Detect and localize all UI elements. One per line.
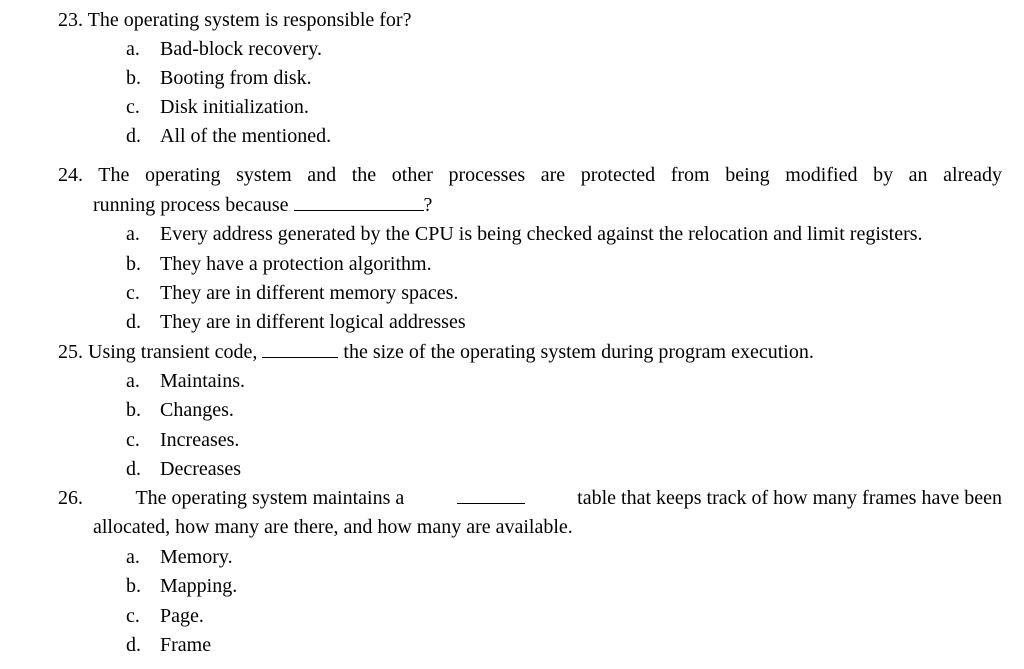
- option-text: They are in different memory spaces.: [160, 282, 459, 304]
- answer-blank: [457, 486, 525, 504]
- question-text: The operating system maintains a: [135, 487, 405, 509]
- question-text: the size of the operating system during program execution.: [343, 341, 814, 363]
- option-25-c: [126, 428, 239, 452]
- option-26-b: [126, 574, 237, 598]
- option-letter: d.: [126, 311, 141, 333]
- option-text: They are in different logical addresses: [160, 311, 466, 333]
- question-text: The operating system is responsible for?: [87, 9, 412, 31]
- question-text: ?: [423, 194, 433, 216]
- option-text: Page.: [160, 605, 204, 627]
- option-letter: b.: [126, 253, 141, 275]
- option-26-a: [126, 545, 233, 569]
- option-23-a: [126, 37, 322, 61]
- option-letter: a.: [126, 223, 140, 245]
- option-letter: d.: [126, 458, 141, 480]
- question-24-stem-line1: [58, 163, 1002, 187]
- option-text: They have a protection algorithm.: [160, 253, 432, 275]
- question-text: 24. The operating system and the other processes are protected from being modified by an already: [58, 164, 1002, 186]
- option-letter: a.: [126, 38, 140, 60]
- option-24-a: [126, 222, 923, 246]
- option-letter: c.: [126, 429, 140, 451]
- question-23-stem: [58, 8, 411, 32]
- option-letter: b.: [126, 67, 141, 89]
- option-letter: d.: [126, 125, 141, 147]
- option-text: Changes.: [160, 399, 234, 421]
- option-text: Frame: [160, 634, 212, 656]
- option-letter: d.: [126, 634, 141, 656]
- option-letter: c.: [126, 282, 140, 304]
- option-text: Maintains.: [160, 370, 245, 392]
- answer-blank: [294, 193, 424, 211]
- option-23-c: [126, 95, 309, 119]
- question-text: table that keeps track of how many frames have been: [577, 487, 1002, 509]
- option-letter: c.: [126, 96, 140, 118]
- option-letter: b.: [126, 575, 141, 597]
- option-25-a: [126, 369, 245, 393]
- question-26-stem-line1: [58, 486, 1002, 510]
- option-letter: b.: [126, 399, 141, 421]
- option-text: Every address generated by the CPU is being checked against the relocation and limit registers.: [160, 223, 923, 245]
- question-number: 26.: [58, 487, 83, 509]
- question-number: 25.: [58, 341, 83, 363]
- option-25-b: [126, 398, 234, 422]
- question-text: allocated, how many are there, and how many are available.: [93, 516, 573, 538]
- option-letter: a.: [126, 370, 140, 392]
- option-text: Decreases: [160, 458, 242, 480]
- option-text: All of the mentioned.: [160, 125, 332, 147]
- option-26-c: [126, 604, 204, 628]
- question-text: running process because: [93, 194, 289, 216]
- question-24-stem-line2: [93, 193, 432, 217]
- question-number: 23.: [58, 9, 83, 31]
- option-text: Bad-block recovery.: [160, 38, 322, 60]
- option-23-b: [126, 66, 312, 90]
- option-24-c: [126, 281, 458, 305]
- option-text: Mapping.: [160, 575, 238, 597]
- option-26-d: [126, 633, 211, 657]
- option-text: Booting from disk.: [160, 67, 312, 89]
- option-letter: a.: [126, 546, 140, 568]
- option-24-d: [126, 310, 466, 334]
- option-text: Disk initialization.: [160, 96, 309, 118]
- option-23-d: [126, 124, 331, 148]
- answer-blank: [262, 340, 338, 358]
- question-text: Using transient code,: [88, 341, 258, 363]
- option-letter: c.: [126, 605, 140, 627]
- option-25-d: [126, 457, 241, 481]
- question-25-stem: [58, 340, 814, 364]
- option-text: Increases.: [160, 429, 240, 451]
- option-text: Memory.: [160, 546, 233, 568]
- question-26-stem-line2: [93, 515, 573, 539]
- option-24-b: [126, 252, 432, 276]
